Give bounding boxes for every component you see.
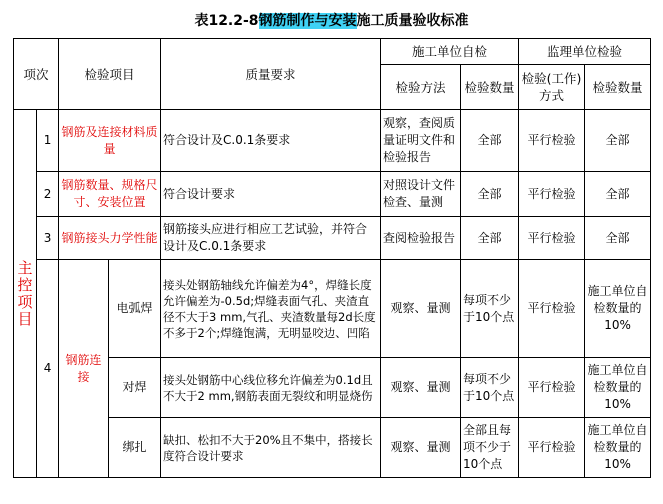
header-construction-group: 施工单位自检 bbox=[381, 39, 519, 65]
row-s-method: 平行检验 bbox=[519, 358, 585, 418]
sub-item-name: 电弧焊 bbox=[109, 260, 161, 358]
row-s-qty: 施工单位自检数量的 10% bbox=[585, 418, 651, 478]
row-s-qty: 全部 bbox=[585, 172, 651, 217]
row-s-qty: 全部 bbox=[585, 217, 651, 260]
row-item: 钢筋连接 bbox=[59, 260, 109, 478]
row-req: 缺扣、松扣不大于20%且不集中，搭接长度符合设计要求 bbox=[161, 418, 381, 478]
row-c-method: 观察、量测 bbox=[381, 260, 461, 358]
main-category bbox=[14, 110, 37, 478]
row-c-method: 观察，查阅质量证明文件和检验报告 bbox=[381, 110, 461, 172]
sub-item-name: 对焊 bbox=[109, 358, 161, 418]
row-s-qty: 施工单位自检数量的 10% bbox=[585, 358, 651, 418]
header-row-1 bbox=[14, 39, 651, 65]
row-req: 接头处钢筋轴线允许偏差为4°，焊缝长度允许偏差为-0.5d;焊缝表面气孔、夹渣直径不大于3 mm,气孔、夹渣数量每2d长度不多于2个;焊缝饱满，无明显咬边、凹陷 bbox=[161, 260, 381, 358]
row-c-qty: 全部 bbox=[461, 217, 519, 260]
row-c-qty: 全部 bbox=[461, 110, 519, 172]
row-no: 3 bbox=[37, 217, 59, 260]
row-s-method: 平行检验 bbox=[519, 418, 585, 478]
header-quality-req: 质量要求 bbox=[161, 39, 381, 110]
header-c-method: 检验方法 bbox=[381, 65, 461, 110]
title-prefix: 表12.2-8 bbox=[194, 13, 259, 29]
header-s-method: 检验(工作)方式 bbox=[519, 65, 585, 110]
header-item-no: 项次 bbox=[14, 39, 59, 110]
row-item: 钢筋及连接材料质量 bbox=[59, 110, 161, 172]
header-supervision-group: 监理单位检验 bbox=[519, 39, 651, 65]
header-check-item: 检验项目 bbox=[59, 39, 161, 110]
row-c-qty: 每项不少于10个点 bbox=[461, 260, 519, 358]
sub-item-name: 绑扎 bbox=[109, 418, 161, 478]
table-title bbox=[0, 10, 663, 30]
row-c-method: 对照设计文件检查、量测 bbox=[381, 172, 461, 217]
row-s-method: 平行检验 bbox=[519, 110, 585, 172]
row-c-qty: 全部且每项不少于10个点 bbox=[461, 418, 519, 478]
header-s-qty: 检验数量 bbox=[585, 65, 651, 110]
row-c-qty: 全部 bbox=[461, 172, 519, 217]
row-c-qty: 每项不少于10个点 bbox=[461, 358, 519, 418]
row-req: 钢筋接头应进行相应工艺试验，并符合设计及C.0.1条要求 bbox=[161, 217, 381, 260]
acceptance-standard-table bbox=[13, 38, 651, 478]
table-row bbox=[14, 260, 651, 358]
row-no: 4 bbox=[37, 260, 59, 478]
header-c-qty: 检验数量 bbox=[461, 65, 519, 110]
row-s-qty: 施工单位自检数量的 10% bbox=[585, 260, 651, 358]
table-row bbox=[14, 172, 651, 217]
table-row bbox=[14, 358, 651, 418]
row-c-method: 观察、量测 bbox=[381, 358, 461, 418]
row-s-method: 平行检验 bbox=[519, 217, 585, 260]
row-req: 接头处钢筋中心线位移允许偏差为0.1d且不大于2 mm,钢筋表面无裂纹和明显烧伤 bbox=[161, 358, 381, 418]
row-item: 钢筋数量、规格尺寸、安装位置 bbox=[59, 172, 161, 217]
table-row bbox=[14, 217, 651, 260]
row-no: 2 bbox=[37, 172, 59, 217]
row-req: 符合设计要求 bbox=[161, 172, 381, 217]
table-row bbox=[14, 110, 651, 172]
row-s-method: 平行检验 bbox=[519, 260, 585, 358]
title-highlight: 钢筋制作与安装 bbox=[258, 13, 357, 29]
title-suffix: 施工质量验收标准 bbox=[356, 13, 469, 29]
row-c-method: 观察、量测 bbox=[381, 418, 461, 478]
main-category-label: 主控项目 bbox=[17, 258, 33, 328]
table-row bbox=[14, 418, 651, 478]
row-s-method: 平行检验 bbox=[519, 172, 585, 217]
row-no: 1 bbox=[37, 110, 59, 172]
row-req: 符合设计及C.0.1条要求 bbox=[161, 110, 381, 172]
row-c-method: 查阅检验报告 bbox=[381, 217, 461, 260]
row-s-qty: 全部 bbox=[585, 110, 651, 172]
row-item: 钢筋接头力学性能 bbox=[59, 217, 161, 260]
